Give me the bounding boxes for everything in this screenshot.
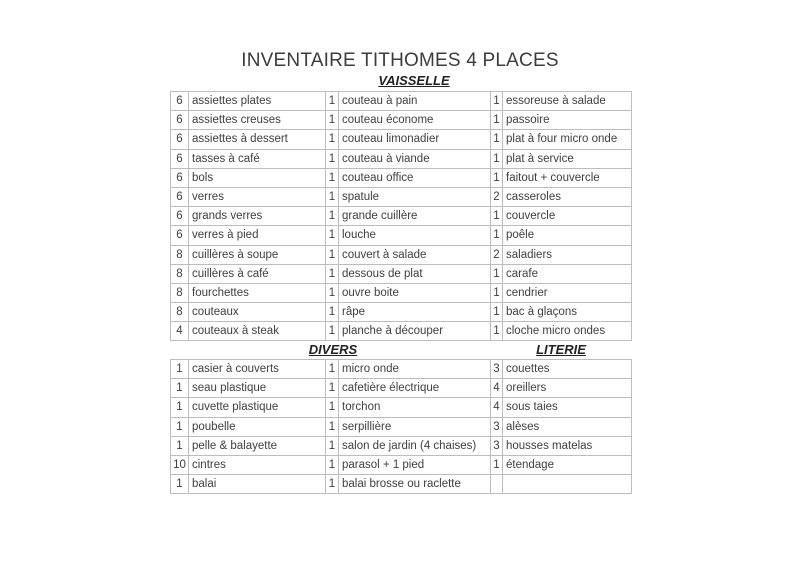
item-name: assiettes creuses xyxy=(189,111,326,130)
item-name: couteau office xyxy=(339,168,491,187)
item-name: assiettes à dessert xyxy=(189,130,326,149)
item-name: fourchettes xyxy=(189,283,326,302)
item-name: couteau limonadier xyxy=(339,130,491,149)
item-name: salon de jardin (4 chaises) xyxy=(339,436,491,455)
item-quantity: 4 xyxy=(171,322,189,341)
item-name: couettes xyxy=(503,360,632,379)
section-heading-vaisselle: VAISSELLE xyxy=(378,73,450,88)
item-quantity: 1 xyxy=(326,264,339,283)
table-row xyxy=(171,187,632,206)
table-row xyxy=(171,398,632,417)
item-name: pelle & balayette xyxy=(189,436,326,455)
item-name: ouvre boite xyxy=(339,283,491,302)
item-quantity: 6 xyxy=(171,149,189,168)
item-quantity: 1 xyxy=(491,207,503,226)
item-quantity: 1 xyxy=(326,283,339,302)
table-row xyxy=(171,226,632,245)
item-quantity: 4 xyxy=(491,398,503,417)
item-quantity: 8 xyxy=(171,264,189,283)
table-row xyxy=(171,475,632,494)
item-name: couteaux xyxy=(189,303,326,322)
item-quantity: 6 xyxy=(171,226,189,245)
item-quantity: 8 xyxy=(171,245,189,264)
item-name: dessous de plat xyxy=(339,264,491,283)
item-name: seau plastique xyxy=(189,379,326,398)
item-name: poubelle xyxy=(189,417,326,436)
item-quantity: 1 xyxy=(326,303,339,322)
item-quantity: 1 xyxy=(326,322,339,341)
item-name: couteau économe xyxy=(339,111,491,130)
item-quantity: 1 xyxy=(491,130,503,149)
item-name: parasol + 1 pied xyxy=(339,455,491,474)
item-quantity: 6 xyxy=(171,92,189,111)
item-quantity: 1 xyxy=(491,92,503,111)
item-name: cuillères à soupe xyxy=(189,245,326,264)
item-name: couteau à pain xyxy=(339,92,491,111)
item-quantity: 1 xyxy=(326,130,339,149)
item-quantity: 2 xyxy=(491,245,503,264)
item-name: poêle xyxy=(503,226,632,245)
table-row xyxy=(171,303,632,322)
item-name: grands verres xyxy=(189,207,326,226)
item-quantity: 1 xyxy=(171,398,189,417)
item-quantity: 1 xyxy=(326,187,339,206)
item-name: cloche micro ondes xyxy=(503,322,632,341)
item-name: casier à couverts xyxy=(189,360,326,379)
item-quantity: 1 xyxy=(326,475,339,494)
item-name: verres à pied xyxy=(189,226,326,245)
item-name: louche xyxy=(339,226,491,245)
table-row xyxy=(171,360,632,379)
table-row xyxy=(171,283,632,302)
item-quantity: 1 xyxy=(326,455,339,474)
item-name: assiettes plates xyxy=(189,92,326,111)
table-row xyxy=(171,130,632,149)
item-name: faitout + couvercle xyxy=(503,168,632,187)
item-name: serpillière xyxy=(339,417,491,436)
item-quantity: 1 xyxy=(491,455,503,474)
item-name: bac à glaçons xyxy=(503,303,632,322)
item-name: carafe xyxy=(503,264,632,283)
item-quantity: 1 xyxy=(326,207,339,226)
item-quantity: 6 xyxy=(171,187,189,206)
item-quantity: 1 xyxy=(326,92,339,111)
item-quantity: 1 xyxy=(491,226,503,245)
item-quantity: 1 xyxy=(171,436,189,455)
item-name: oreillers xyxy=(503,379,632,398)
item-quantity: 2 xyxy=(491,187,503,206)
item-name: verres xyxy=(189,187,326,206)
table-row xyxy=(171,149,632,168)
item-quantity: 8 xyxy=(171,303,189,322)
item-quantity: 1 xyxy=(491,149,503,168)
item-quantity: 1 xyxy=(171,417,189,436)
item-name: grande cuillère xyxy=(339,207,491,226)
table-row xyxy=(171,168,632,187)
table-row xyxy=(171,245,632,264)
divers-literie-table xyxy=(170,359,632,494)
document-title: INVENTAIRE TITHOMES 4 PLACES xyxy=(241,50,559,71)
item-quantity: 1 xyxy=(326,436,339,455)
table-row xyxy=(171,264,632,283)
item-name: plat à four micro onde xyxy=(503,130,632,149)
vaisselle-table xyxy=(170,91,632,341)
item-name: râpe xyxy=(339,303,491,322)
item-quantity: 1 xyxy=(491,322,503,341)
item-name: torchon xyxy=(339,398,491,417)
item-quantity xyxy=(491,475,503,494)
item-quantity: 1 xyxy=(326,111,339,130)
item-quantity: 6 xyxy=(171,111,189,130)
item-quantity: 1 xyxy=(326,398,339,417)
item-name: passoire xyxy=(503,111,632,130)
section-heading-literie: LITERIE xyxy=(536,342,586,357)
item-name: tasses à café xyxy=(189,149,326,168)
item-name: micro onde xyxy=(339,360,491,379)
item-quantity: 1 xyxy=(326,417,339,436)
table-row xyxy=(171,436,632,455)
table-row xyxy=(171,322,632,341)
item-name: sous taies xyxy=(503,398,632,417)
item-quantity: 1 xyxy=(326,360,339,379)
item-name: couvert à salade xyxy=(339,245,491,264)
item-name: couteau à viande xyxy=(339,149,491,168)
item-name: saladiers xyxy=(503,245,632,264)
table-row xyxy=(171,455,632,474)
item-quantity: 1 xyxy=(491,111,503,130)
table-row xyxy=(171,92,632,111)
item-name: bols xyxy=(189,168,326,187)
item-quantity: 1 xyxy=(491,283,503,302)
item-name: planche à découper xyxy=(339,322,491,341)
item-name: couteaux à steak xyxy=(189,322,326,341)
item-quantity: 1 xyxy=(326,379,339,398)
item-quantity: 1 xyxy=(326,245,339,264)
item-name: cuillères à café xyxy=(189,264,326,283)
item-name xyxy=(503,475,632,494)
item-name: housses matelas xyxy=(503,436,632,455)
item-name: essoreuse à salade xyxy=(503,92,632,111)
item-quantity: 6 xyxy=(171,168,189,187)
item-quantity: 6 xyxy=(171,130,189,149)
item-name: alèses xyxy=(503,417,632,436)
item-quantity: 3 xyxy=(491,436,503,455)
item-quantity: 10 xyxy=(171,455,189,474)
table-row xyxy=(171,379,632,398)
item-name: cafetière électrique xyxy=(339,379,491,398)
table-row xyxy=(171,417,632,436)
item-quantity: 1 xyxy=(326,226,339,245)
section-heading-divers: DIVERS xyxy=(308,342,358,357)
item-quantity: 1 xyxy=(171,475,189,494)
item-name: plat à service xyxy=(503,149,632,168)
item-quantity: 3 xyxy=(491,417,503,436)
item-quantity: 6 xyxy=(171,207,189,226)
item-name: cendrier xyxy=(503,283,632,302)
table-row xyxy=(171,207,632,226)
item-quantity: 1 xyxy=(171,360,189,379)
item-name: étendage xyxy=(503,455,632,474)
item-quantity: 1 xyxy=(491,168,503,187)
item-name: casseroles xyxy=(503,187,632,206)
item-name: balai xyxy=(189,475,326,494)
item-quantity: 1 xyxy=(326,149,339,168)
item-name: cuvette plastique xyxy=(189,398,326,417)
item-name: couvercle xyxy=(503,207,632,226)
item-name: cintres xyxy=(189,455,326,474)
table-row xyxy=(171,111,632,130)
item-quantity: 1 xyxy=(171,379,189,398)
item-quantity: 3 xyxy=(491,360,503,379)
item-name: spatule xyxy=(339,187,491,206)
item-quantity: 1 xyxy=(491,264,503,283)
item-quantity: 1 xyxy=(326,168,339,187)
item-quantity: 4 xyxy=(491,379,503,398)
item-quantity: 1 xyxy=(491,303,503,322)
item-quantity: 8 xyxy=(171,283,189,302)
item-name: balai brosse ou raclette xyxy=(339,475,491,494)
